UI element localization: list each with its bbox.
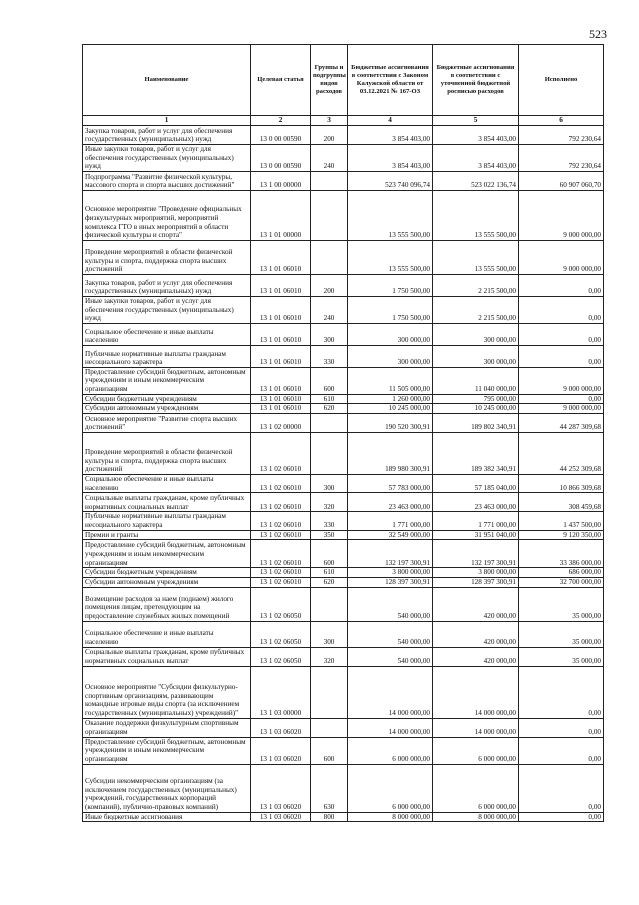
row-executed-amount: 792 230,64 — [519, 126, 604, 145]
table-row — [83, 345, 604, 367]
row-name: Подпрограмма "Развитие физической культуры, массового спорта и спорта высших достижений" — [83, 171, 251, 190]
row-executed-amount: 44 287 309,68 — [519, 414, 604, 433]
row-group-code: 200 — [311, 126, 348, 145]
row-refined-amount: 128 397 300,91 — [433, 577, 519, 587]
row-group-code: 800 — [311, 812, 348, 822]
column-number: 2 — [251, 116, 311, 126]
row-group-code: 320 — [311, 493, 348, 512]
row-approved-amount: 14 000 000,00 — [348, 718, 433, 737]
table-row — [83, 666, 604, 718]
row-name: Закупка товаров, работ и услуг для обеспечения государственных (муниципальных) нужд — [83, 126, 251, 145]
row-group-code — [311, 433, 348, 475]
row-refined-amount: 57 185 040,00 — [433, 475, 519, 493]
table-row — [83, 414, 604, 433]
row-approved-amount: 300 000,00 — [348, 323, 433, 345]
row-approved-amount: 540 000,00 — [348, 587, 433, 621]
row-group-code: 350 — [311, 530, 348, 540]
row-approved-amount: 3 800 000,00 — [348, 568, 433, 578]
row-target-code: 13 1 01 06010 — [251, 240, 311, 274]
row-target-code: 13 1 00 00000 — [251, 171, 311, 190]
row-approved-amount: 3 854 403,00 — [348, 145, 433, 172]
row-target-code: 13 1 03 06020 — [251, 718, 311, 737]
row-approved-amount: 132 197 300,91 — [348, 540, 433, 568]
row-name: Проведение мероприятий в области физической культуры и спорта, поддержка спорта высших достижений — [83, 433, 251, 475]
row-refined-amount: 1 771 000,00 — [433, 512, 519, 530]
row-approved-amount: 8 000 000,00 — [348, 812, 433, 822]
row-refined-amount: 13 555 500,00 — [433, 190, 519, 240]
row-group-code: 240 — [311, 296, 348, 323]
row-executed-amount: 60 907 060,70 — [519, 171, 604, 190]
row-executed-amount: 0,00 — [519, 394, 604, 404]
table-row — [83, 493, 604, 512]
row-name: Социальное обеспечение и иные выплаты населению — [83, 621, 251, 647]
row-executed-amount: 0,00 — [519, 296, 604, 323]
row-refined-amount: 523 022 136,74 — [433, 171, 519, 190]
row-approved-amount: 1 750 500,00 — [348, 274, 433, 296]
row-group-code: 300 — [311, 323, 348, 345]
row-executed-amount: 9 000 000,00 — [519, 190, 604, 240]
row-refined-amount: 300 000,00 — [433, 323, 519, 345]
row-name: Публичные нормативные выплаты гражданам несоциального характера — [83, 512, 251, 530]
row-target-code: 13 1 02 06010 — [251, 512, 311, 530]
row-executed-amount: 9 000 000,00 — [519, 240, 604, 274]
row-refined-amount: 2 215 500,00 — [433, 274, 519, 296]
row-group-code — [311, 190, 348, 240]
row-name: Возмещение расходов за наем (поднаем) жилого помещения лицам, претендующим на предоставление служебных жилых помещений — [83, 587, 251, 621]
table-row — [83, 274, 604, 296]
row-executed-amount: 9 120 350,00 — [519, 530, 604, 540]
row-executed-amount: 10 866 309,68 — [519, 475, 604, 493]
table-row — [83, 621, 604, 647]
row-name: Иные закупки товаров, работ и услуг для обеспечения государственных (муниципальных) нужд — [83, 145, 251, 172]
table-row — [83, 475, 604, 493]
table-row — [83, 568, 604, 578]
row-name: Субсидии бюджетным учреждениям — [83, 568, 251, 578]
row-target-code: 13 1 02 06050 — [251, 587, 311, 621]
row-target-code: 13 1 02 00000 — [251, 414, 311, 433]
row-name: Предоставление субсидий бюджетным, автономным учреждениям и иным некоммерческим организациям — [83, 367, 251, 394]
row-name: Основное мероприятие "Развитие спорта высших достижений" — [83, 414, 251, 433]
row-executed-amount: 0,00 — [519, 812, 604, 822]
row-group-code: 300 — [311, 621, 348, 647]
row-target-code: 13 1 01 06010 — [251, 394, 311, 404]
row-executed-amount: 308 459,68 — [519, 493, 604, 512]
row-target-code: 13 1 02 06010 — [251, 577, 311, 587]
table-row — [83, 404, 604, 414]
row-executed-amount: 792 230,64 — [519, 145, 604, 172]
table-row — [83, 190, 604, 240]
table-row — [83, 367, 604, 394]
row-refined-amount: 11 040 000,00 — [433, 367, 519, 394]
row-group-code: 620 — [311, 404, 348, 414]
row-approved-amount: 11 505 000,00 — [348, 367, 433, 394]
table-row — [83, 512, 604, 530]
column-number: 3 — [311, 116, 348, 126]
row-group-code — [311, 718, 348, 737]
row-target-code: 13 1 03 06020 — [251, 812, 311, 822]
row-executed-amount: 0,00 — [519, 323, 604, 345]
table-row — [83, 764, 604, 812]
table-row — [83, 240, 604, 274]
header-row — [83, 45, 604, 116]
row-target-code: 13 1 02 06010 — [251, 540, 311, 568]
table-row — [83, 433, 604, 475]
row-approved-amount: 1 750 500,00 — [348, 296, 433, 323]
row-name: Основное мероприятие "Субсидии физкультурно-спортивным организациям, развивающим командные игровые виды спорта (за исключением государственных (муниципальных) учреждений)" — [83, 666, 251, 718]
row-target-code: 13 1 01 06010 — [251, 345, 311, 367]
row-refined-amount: 2 215 500,00 — [433, 296, 519, 323]
row-target-code: 13 1 02 06010 — [251, 493, 311, 512]
row-refined-amount: 14 000 000,00 — [433, 666, 519, 718]
table-row — [83, 171, 604, 190]
table-row — [83, 577, 604, 587]
row-name: Субсидии некоммерческим организациям (за исключением государственных (муниципальных) учреждений, государственных корпораций (компаний), публично-правовых компаний) — [83, 764, 251, 812]
row-approved-amount: 190 520 300,91 — [348, 414, 433, 433]
row-target-code: 13 1 02 06010 — [251, 433, 311, 475]
row-refined-amount: 6 000 000,00 — [433, 764, 519, 812]
row-approved-amount: 300 000,00 — [348, 345, 433, 367]
row-target-code: 13 1 01 06010 — [251, 296, 311, 323]
row-group-code: 600 — [311, 367, 348, 394]
table-row — [83, 530, 604, 540]
row-executed-amount: 0,00 — [519, 345, 604, 367]
row-refined-amount: 14 000 000,00 — [433, 718, 519, 737]
row-name: Предоставление субсидий бюджетным, автономным учреждениям и иным некоммерческим организациям — [83, 540, 251, 568]
row-refined-amount: 189 382 340,91 — [433, 433, 519, 475]
row-approved-amount: 540 000,00 — [348, 647, 433, 666]
row-approved-amount: 128 397 300,91 — [348, 577, 433, 587]
row-target-code: 13 1 01 06010 — [251, 323, 311, 345]
row-refined-amount: 420 000,00 — [433, 587, 519, 621]
row-executed-amount: 35 000,00 — [519, 621, 604, 647]
row-executed-amount: 1 437 500,00 — [519, 512, 604, 530]
table-row — [83, 323, 604, 345]
row-approved-amount: 1 771 000,00 — [348, 512, 433, 530]
table-row — [83, 540, 604, 568]
row-group-code: 330 — [311, 345, 348, 367]
table-row — [83, 647, 604, 666]
row-group-code — [311, 587, 348, 621]
row-target-code: 13 1 01 06010 — [251, 274, 311, 296]
row-group-code — [311, 666, 348, 718]
row-executed-amount: 9 000 000,00 — [519, 367, 604, 394]
row-group-code — [311, 171, 348, 190]
row-refined-amount: 10 245 000,00 — [433, 404, 519, 414]
table-row — [83, 587, 604, 621]
row-target-code: 13 1 03 06020 — [251, 737, 311, 764]
budget-table — [82, 44, 604, 822]
row-name: Премии и гранты — [83, 530, 251, 540]
row-executed-amount: 0,00 — [519, 718, 604, 737]
row-refined-amount: 300 000,00 — [433, 345, 519, 367]
budget-table-body — [83, 126, 604, 822]
row-group-code: 600 — [311, 540, 348, 568]
row-name: Публичные нормативные выплаты гражданам несоциального характера — [83, 345, 251, 367]
row-refined-amount: 132 197 300,91 — [433, 540, 519, 568]
row-group-code — [311, 414, 348, 433]
row-target-code: 13 1 01 00000 — [251, 190, 311, 240]
row-name: Социальное обеспечение и иные выплаты населению — [83, 475, 251, 493]
table-row — [83, 394, 604, 404]
row-group-code: 330 — [311, 512, 348, 530]
column-number: 4 — [348, 116, 433, 126]
row-target-code: 13 0 00 00590 — [251, 145, 311, 172]
table-row — [83, 737, 604, 764]
row-target-code: 13 1 02 06050 — [251, 647, 311, 666]
header-refined: Бюджетные ассигнования в соответствии с уточненной бюджетной росписью расходов — [433, 45, 519, 116]
row-refined-amount: 23 463 000,00 — [433, 493, 519, 512]
row-name: Субсидии автономным учреждениям — [83, 404, 251, 414]
row-approved-amount: 14 000 000,00 — [348, 666, 433, 718]
row-refined-amount: 189 802 340,91 — [433, 414, 519, 433]
row-name: Социальные выплаты гражданам, кроме публичных нормативных социальных выплат — [83, 493, 251, 512]
row-group-code: 200 — [311, 274, 348, 296]
row-refined-amount: 420 000,00 — [433, 647, 519, 666]
row-target-code: 13 1 02 06010 — [251, 475, 311, 493]
row-refined-amount: 8 000 000,00 — [433, 812, 519, 822]
row-name: Предоставление субсидий бюджетным, автономным учреждениям и иным некоммерческим организациям — [83, 737, 251, 764]
row-name: Основное мероприятие "Проведение официальных физкультурных мероприятий, мероприятий комплекса ГТО в иных мероприятий в области физической культуры и спорта" — [83, 190, 251, 240]
row-approved-amount: 57 783 000,00 — [348, 475, 433, 493]
row-name: Субсидии бюджетным учреждениям — [83, 394, 251, 404]
row-executed-amount: 35 000,00 — [519, 647, 604, 666]
row-group-code: 300 — [311, 475, 348, 493]
row-group-code: 320 — [311, 647, 348, 666]
row-name: Оказание поддержки физкультурным спортивным организациям — [83, 718, 251, 737]
row-approved-amount: 32 549 000,00 — [348, 530, 433, 540]
row-executed-amount: 44 252 309,68 — [519, 433, 604, 475]
row-approved-amount: 6 000 000,00 — [348, 737, 433, 764]
row-executed-amount: 35 000,00 — [519, 587, 604, 621]
row-refined-amount: 3 854 403,00 — [433, 145, 519, 172]
row-approved-amount: 13 555 500,00 — [348, 240, 433, 274]
row-approved-amount: 3 854 403,00 — [348, 126, 433, 145]
row-approved-amount: 1 260 000,00 — [348, 394, 433, 404]
header-target: Целевая статья — [251, 45, 311, 116]
row-name: Иные закупки товаров, работ и услуг для обеспечения государственных (муниципальных) нужд — [83, 296, 251, 323]
row-target-code: 13 1 02 06010 — [251, 530, 311, 540]
column-number: 1 — [83, 116, 251, 126]
row-executed-amount: 32 700 000,00 — [519, 577, 604, 587]
row-refined-amount: 3 854 403,00 — [433, 126, 519, 145]
row-executed-amount: 9 000 000,00 — [519, 404, 604, 414]
row-group-code: 610 — [311, 568, 348, 578]
row-target-code: 13 1 01 06010 — [251, 404, 311, 414]
row-approved-amount: 540 000,00 — [348, 621, 433, 647]
row-approved-amount: 6 000 000,00 — [348, 764, 433, 812]
row-name: Иные бюджетные ассигнования — [83, 812, 251, 822]
row-refined-amount: 13 555 500,00 — [433, 240, 519, 274]
column-number: 6 — [519, 116, 604, 126]
row-refined-amount: 31 951 040,00 — [433, 530, 519, 540]
row-refined-amount: 3 800 000,00 — [433, 568, 519, 578]
row-name: Проведение мероприятий в области физической культуры и спорта, поддержка спорта высших достижений — [83, 240, 251, 274]
row-executed-amount: 0,00 — [519, 764, 604, 812]
header-executed: Исполнено — [519, 45, 604, 116]
row-target-code: 13 1 02 06010 — [251, 568, 311, 578]
row-name: Социальное обеспечение и иные выплаты населению — [83, 323, 251, 345]
row-name: Закупка товаров, работ и услуг для обеспечения государственных (муниципальных) нужд — [83, 274, 251, 296]
column-number: 5 — [433, 116, 519, 126]
row-refined-amount: 6 000 000,00 — [433, 737, 519, 764]
row-executed-amount: 0,00 — [519, 666, 604, 718]
header-approved: Бюджетные ассигнования в соответствии с Законом Калужской области от 03.12.2021 № 167-ОЗ — [348, 45, 433, 116]
row-executed-amount: 0,00 — [519, 737, 604, 764]
row-group-code: 610 — [311, 394, 348, 404]
row-name: Социальные выплаты гражданам, кроме публичных нормативных социальных выплат — [83, 647, 251, 666]
table-row — [83, 145, 604, 172]
row-group-code: 630 — [311, 764, 348, 812]
row-executed-amount: 686 000,00 — [519, 568, 604, 578]
header-name: Наименование — [83, 45, 251, 116]
row-group-code: 240 — [311, 145, 348, 172]
row-approved-amount: 523 740 096,74 — [348, 171, 433, 190]
row-target-code: 13 0 00 00590 — [251, 126, 311, 145]
row-approved-amount: 13 555 500,00 — [348, 190, 433, 240]
row-approved-amount: 10 245 000,00 — [348, 404, 433, 414]
table-row — [83, 812, 604, 822]
row-approved-amount: 189 980 300,91 — [348, 433, 433, 475]
row-refined-amount: 795 000,00 — [433, 394, 519, 404]
table-row — [83, 296, 604, 323]
row-target-code: 13 1 02 06050 — [251, 621, 311, 647]
page-number: 523 — [589, 27, 607, 41]
row-group-code — [311, 240, 348, 274]
row-target-code: 13 1 01 06010 — [251, 367, 311, 394]
row-target-code: 13 1 03 06020 — [251, 764, 311, 812]
row-approved-amount: 23 463 000,00 — [348, 493, 433, 512]
row-target-code: 13 1 03 00000 — [251, 666, 311, 718]
row-name: Субсидии автономным учреждениям — [83, 577, 251, 587]
table-row — [83, 126, 604, 145]
row-executed-amount: 0,00 — [519, 274, 604, 296]
header-group: Группы и подгруппы видов расходов — [311, 45, 348, 116]
row-refined-amount: 420 000,00 — [433, 621, 519, 647]
column-number-row — [83, 116, 604, 126]
row-group-code: 600 — [311, 737, 348, 764]
row-group-code: 620 — [311, 577, 348, 587]
row-executed-amount: 33 386 000,00 — [519, 540, 604, 568]
table-row — [83, 718, 604, 737]
